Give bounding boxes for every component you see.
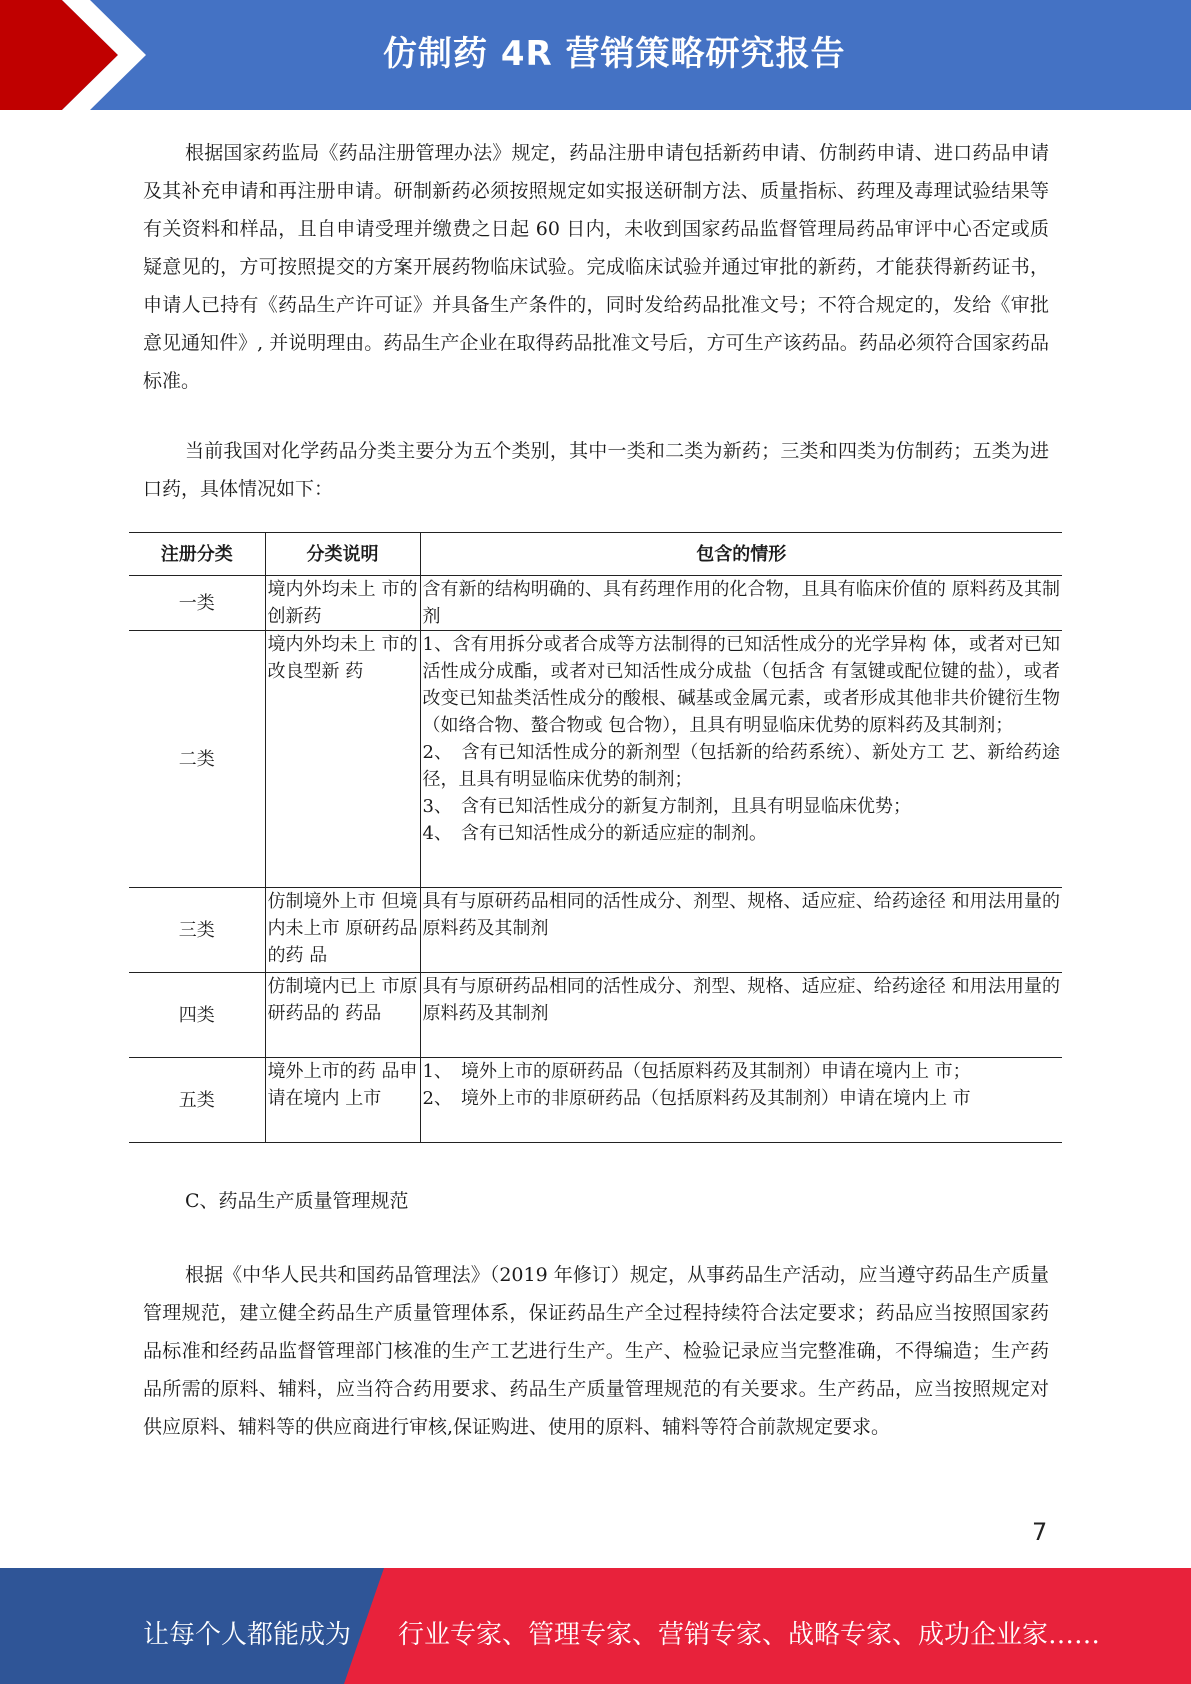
report-title: 仿制药 4R 营销策略研究报告	[383, 34, 846, 74]
content-line: 2、 含有已知活性成分的新剂型（包括新的给药系统）、新处方工 艺、新给药途径，且具有明显临床优势的制剂；	[422, 742, 1060, 790]
column-header-content: 包含的情形	[420, 533, 1062, 576]
content-line: 2、 境外上市的非原研药品（包括原料药及其制剂）申请在境内上 市	[422, 1088, 971, 1109]
footer-slogan-roles: 行业专家、管理专家、营销专家、战略专家、成功企业家……	[398, 1620, 1101, 1650]
table-row	[129, 631, 1062, 888]
content-line: 含有新的结构明确的、具有药理作用的化合物，且具有临床价值的 原料药及其制剂	[422, 579, 1060, 627]
paragraph-drug-registration: 根据国家药监局《药品注册管理办法》规定，药品注册申请包括新药申请、仿制药申请、进口药品申请及其补充申请和再注册申请。研制新药必须按照规定如实报送研制方法、质量指标、药理及毒理试验结果等有关资料和样品，且自申请受理并缴费之日起 60 日内，未收到国家药品监督管理局药品审评中心否定或质疑意见的，方可按照提交的方案开展药物临床试验。完成临床试验并通过审批的新药，才能获得新药证书，申请人已持有《药品生产许可证》并具备生产条件的，同时发给药品批准文号；不符合规定的，发给《审批意见通知件》, 并说明理由。药品生产企业在取得药品批准文号后，方可生产该药品。药品必须符合国家药品标准。	[143, 142, 1049, 392]
cell-content	[420, 576, 1062, 631]
cell-content	[420, 631, 1062, 888]
cell-content	[420, 888, 1062, 973]
cell-category: 三类	[129, 888, 265, 973]
header-arrow-decoration	[0, 0, 160, 110]
content-line: 3、 含有已知活性成分的新复方制剂，且具有明显临床优势；	[422, 796, 911, 817]
column-header-category: 注册分类	[129, 533, 265, 576]
content-line: 具有与原研药品相同的活性成分、剂型、规格、适应症、给药途径 和用法用量的原料药及其制剂	[422, 976, 1060, 1024]
page-number: 7	[1032, 1518, 1048, 1546]
footer-slogan-lead: 让每个人都能成为	[143, 1620, 352, 1650]
page-footer	[0, 1568, 1191, 1684]
cell-description: 境内外均未上 市的改良型新 药	[265, 631, 420, 888]
content-line: 1、含有用拆分或者合成等方法制得的已知活性成分的光学异构 体，或者对已知活性成分成酯，或者对已知活性成分成盐（包括含 有氢键或配位键的盐），或者改变已知盐类活性成分的酸根、碱基或金属元素，或者形成其他非共价键衍生物（如络合物、螯合物或 包合物），且具有明显临床优势的原料药及其制剂；	[422, 634, 1060, 736]
page-header	[0, 0, 1191, 110]
section-heading-gmp: C、药品生产质量管理规范	[185, 1190, 409, 1212]
cell-description: 境内外均未上 市的创新药	[265, 576, 420, 631]
cell-category: 五类	[129, 1058, 265, 1143]
cell-category: 一类	[129, 576, 265, 631]
cell-description: 仿制境外上市 但境内未上市 原研药品的药 品	[265, 888, 420, 973]
table-header-row	[129, 533, 1062, 576]
paragraph-gmp: 根据《中华人民共和国药品管理法》（2019 年修订）规定，从事药品生产活动，应当遵守药品生产质量管理规范，建立健全药品生产质量管理体系，保证药品生产全过程持续符合法定要求；药品应当按照国家药品标准和经药品监督管理部门核准的生产工艺进行生产。生产、检验记录应当完整准确，不得编造；生产药品所需的原料、辅料，应当符合药用要求、药品生产质量管理规范的有关要求。生产药品，应当按照规定对供应原料、辅料等的供应商进行审核,保证购进、使用的原料、辅料等符合前款规定要求。	[143, 1264, 1049, 1438]
cell-category: 二类	[129, 631, 265, 888]
table-row	[129, 888, 1062, 973]
cell-category: 四类	[129, 973, 265, 1058]
cell-content	[420, 973, 1062, 1058]
content-line: 4、 含有已知活性成分的新适应症的制剂。	[422, 823, 767, 844]
table-row	[129, 1058, 1062, 1143]
table-row	[129, 973, 1062, 1058]
cell-description: 仿制境内已上 市原研药品的 药品	[265, 973, 420, 1058]
column-header-description: 分类说明	[265, 533, 420, 576]
paragraph-drug-classification: 当前我国对化学药品分类主要分为五个类别，其中一类和二类为新药；三类和四类为仿制药；五类为进口药，具体情况如下：	[143, 440, 1049, 500]
cell-description: 境外上市的药 品申请在境内 上市	[265, 1058, 420, 1143]
content-line: 1、 境外上市的原研药品（包括原料药及其制剂）申请在境内上 市；	[422, 1061, 971, 1082]
cell-content	[420, 1058, 1062, 1143]
drug-classification-table	[129, 532, 1062, 1143]
content-line: 具有与原研药品相同的活性成分、剂型、规格、适应症、给药途径 和用法用量的原料药及其制剂	[422, 891, 1060, 939]
table-row	[129, 576, 1062, 631]
